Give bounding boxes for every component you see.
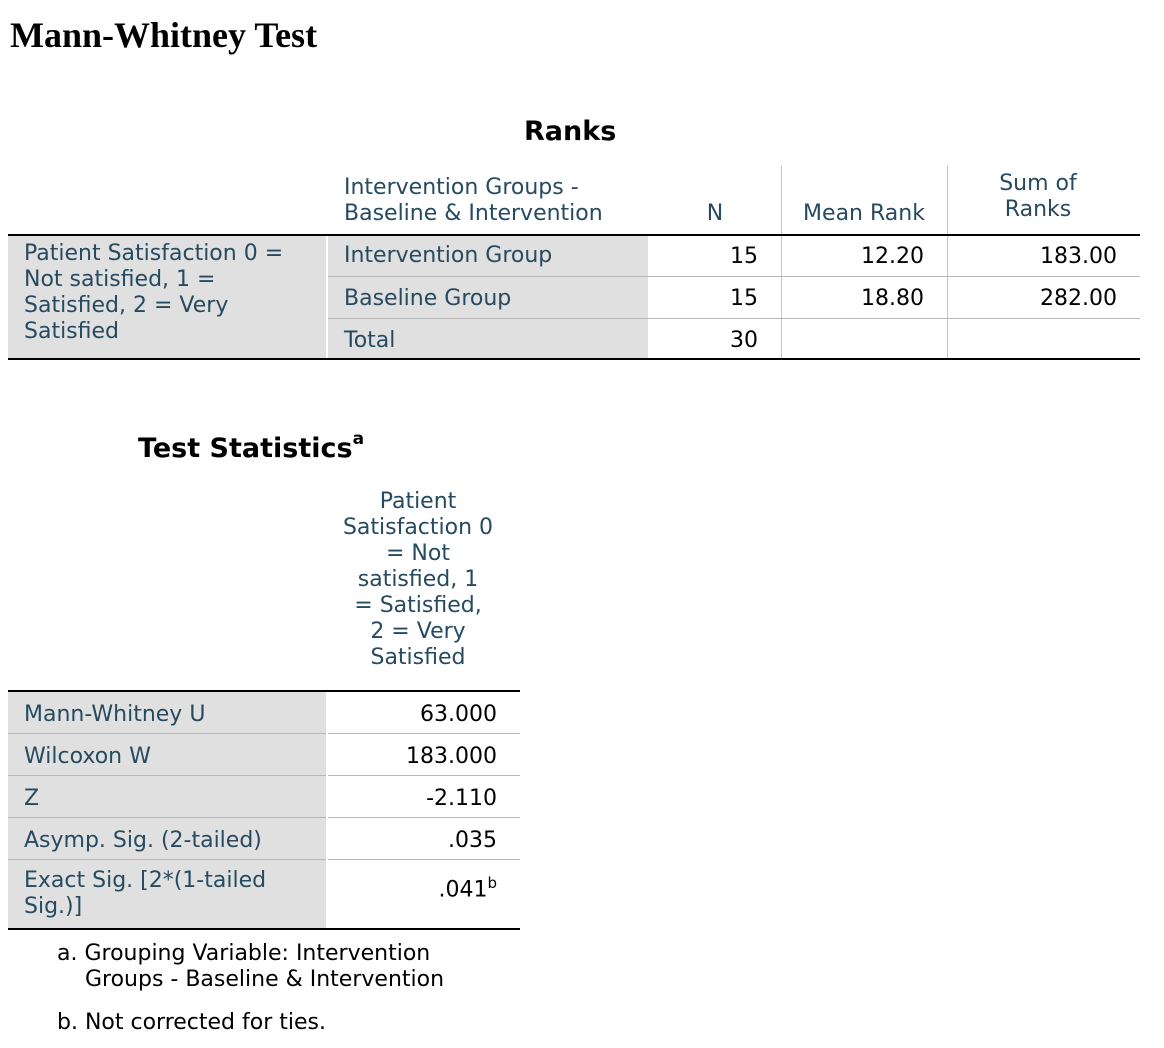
- test-stat-value: -2.110: [426, 786, 497, 811]
- ranks-group-cell: Total: [328, 319, 648, 359]
- footnote-marker: b: [487, 874, 497, 892]
- ranks-body-divider: [781, 236, 782, 359]
- test-stats-row-divider: [8, 775, 520, 776]
- ranks-row-divider: [328, 318, 1140, 319]
- ranks-header-divider: [947, 166, 948, 235]
- footnote-b: b. Not corrected for ties.: [57, 1010, 326, 1035]
- ranks-header-border: [8, 234, 1140, 236]
- ranks-header-mean-rank: Mean Rank: [803, 201, 925, 226]
- test-stats-row-divider: [8, 817, 520, 818]
- test-stat-value: .035: [448, 828, 497, 853]
- test-stats-bottom-border: [8, 928, 520, 930]
- ranks-n-cell: 15: [730, 244, 758, 269]
- test-stat-value: 183.000: [406, 744, 497, 769]
- ranks-mean-rank-cell: 12.20: [861, 244, 924, 269]
- test-stat-label: Mann-Whitney U: [8, 692, 326, 733]
- test-stats-column-header: Patient Satisfaction 0 = Not satisfied, 1 = Satisfied, 2 = Very Satisfied: [342, 489, 494, 670]
- ranks-group-cell: Baseline Group: [328, 277, 648, 318]
- ranks-sum-ranks-cell: 183.00: [1040, 244, 1117, 269]
- test-stat-label: Wilcoxon W: [8, 734, 326, 775]
- ranks-header-divider: [781, 166, 782, 235]
- test-stat-label: Asymp. Sig. (2-tailed): [8, 818, 326, 859]
- test-stats-row-divider: [8, 859, 520, 860]
- ranks-sum-ranks-cell: 282.00: [1040, 286, 1117, 311]
- ranks-header-n: N: [706, 201, 724, 226]
- test-statistics-title: Test Statistics$^a$: [138, 429, 365, 464]
- ranks-bottom-border: [8, 358, 1140, 360]
- test-stat-value: 63.000: [420, 702, 497, 727]
- ranks-label-divider: [648, 236, 650, 359]
- ranks-n-cell: 15: [730, 286, 758, 311]
- ranks-label-divider: [326, 236, 328, 359]
- ranks-row-label: Patient Satisfaction 0 = Not satisfied, 1 = Satisfied, 2 = Very Satisfied: [8, 236, 326, 359]
- test-stat-value: .041$^b$: [438, 874, 497, 903]
- ranks-mean-rank-cell: 18.80: [861, 286, 924, 311]
- ranks-group-cell: Intervention Group: [328, 236, 648, 276]
- footnote-a: a. Grouping Variable: Intervention Groups - Baseline & Intervention: [57, 941, 445, 992]
- ranks-body-divider: [947, 236, 948, 359]
- ranks-table-title: Ranks: [524, 116, 617, 147]
- test-stat-label: Exact Sig. [2*(1-tailed Sig.)]: [8, 860, 326, 928]
- test-stat-label: Z: [8, 776, 326, 817]
- ranks-header-sum-ranks: Sum of Ranks: [999, 171, 1077, 222]
- test-stats-row-divider: [8, 733, 520, 734]
- footnote-marker: a: [352, 429, 365, 449]
- ranks-row-divider: [328, 276, 1140, 277]
- ranks-header-group: Intervention Groups - Baseline & Intervention: [344, 175, 603, 226]
- page-title: Mann-Whitney Test: [10, 15, 318, 55]
- ranks-n-cell: 30: [730, 328, 758, 353]
- test-stats-label-divider: [326, 692, 328, 928]
